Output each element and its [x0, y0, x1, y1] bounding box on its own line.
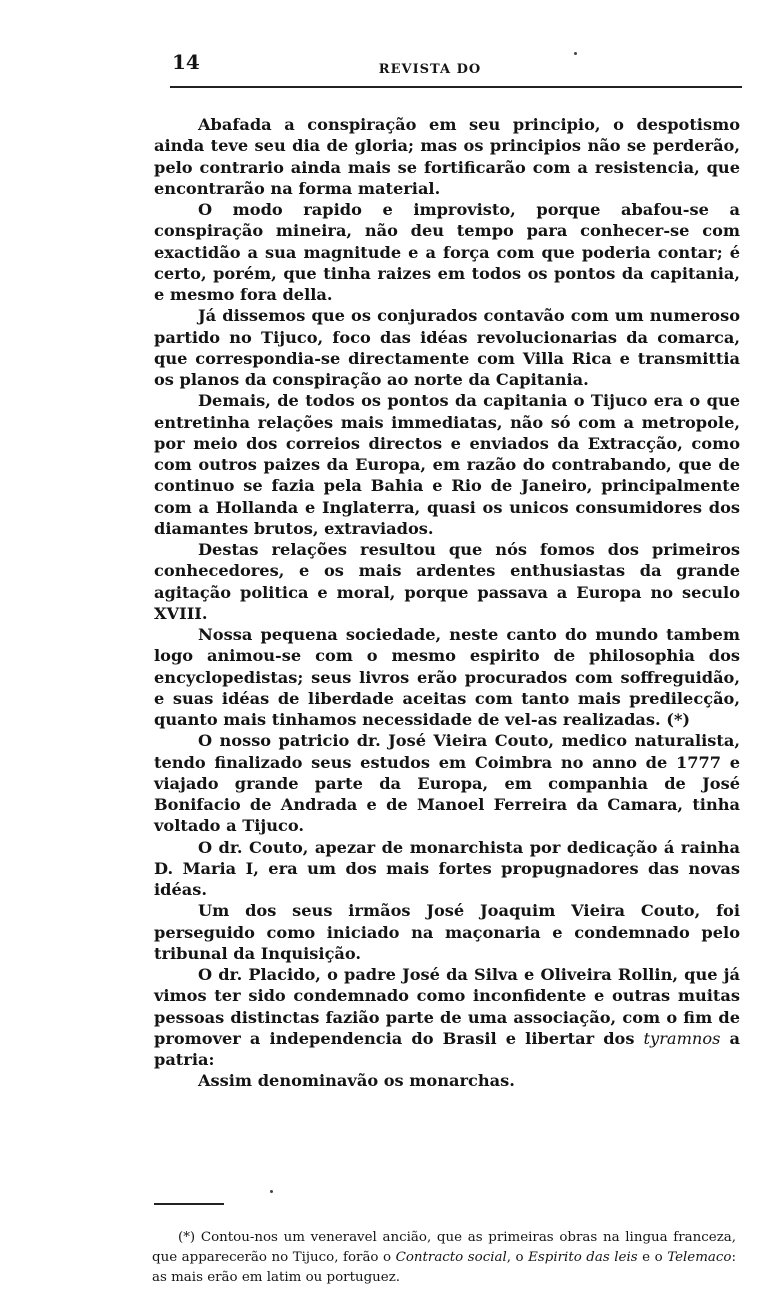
paragraph-text: a patria: [154, 1028, 741, 1069]
paragraph-text: Nossa pequena sociedade, neste canto do mundo tambem logo animou-se com o mesmo espirito de philosophia dos encyclopedistas; seus livros erão procurados com soffreguidão, e suas idéas de liberdade aceitas com tanto mais predilecção, quanto mais tinhamos necessidade de vel-as realizadas. (*) [154, 625, 740, 729]
running-head: REVISTA DO [378, 62, 482, 77]
footnote-rule [154, 1203, 224, 1205]
paragraph-text: O dr. Couto, apezar de monarchista por dedicação á rainha D. Maria I, era um dos mais fortes propugnadores das novas idéas. [154, 837, 740, 899]
paragraph-3 [154, 305, 740, 390]
footnote-segment: e o [637, 1250, 668, 1265]
body-text [154, 114, 740, 1092]
paragraph-10 [154, 964, 740, 1070]
page-number: 14 [172, 50, 200, 74]
paragraph-1 [154, 114, 740, 199]
paragraph-text: O nosso patricio dr. José Vieira Couto, medico naturalista, tendo finalizado seus estudos em Coimbra no anno de 1777 e viajado grande parte da Europa, em companhia de José Bonifacio de Andrada e de Manoel Ferreira da Camara, tinha voltado a Tijuco. [154, 731, 740, 836]
paragraph-text: Abafada a conspiração em seu principio, o despotismo ainda teve seu dia de gloria; mas os principios não se perderão, pelo contrario ainda mais se fortificarão com a resistencia, que encontrarão na forma material. [154, 115, 740, 198]
paragraph-text: Demais, de todos os pontos da capitania o Tijuco era o que entretinha relações mais immediatas, não só com a metropole, por meio dos correios directos e enviados da Extracção, como com outros paizes da Europa, em razão do contrabando, que de continuo se fazia pela Bahia e Rio de Janeiro, principalmente com a Hollanda e Inglaterra, quasi os unicos consumidores dos diamantes brutos, extraviados. [154, 391, 740, 538]
paragraph-text: O modo rapido e improvisto, porque abafou-se a conspiração mineira, não deu tempo para conhecer-se com exactidão a sua magnitude e a força com que poderia contar; é certo, porém, que tinha raizes em todos os pontos da capitania, e mesmo fora della. [154, 200, 740, 304]
book-title: Espirito das leis [528, 1250, 638, 1265]
paragraph-7 [154, 730, 740, 836]
paragraph-6 [154, 624, 740, 730]
italic-term: tyramnos [643, 1028, 721, 1048]
paragraph-text: Um dos seus irmãos José Joaquim Vieira Couto, foi perseguido como iniciado na maçonaria e condemnado pelo tribunal da Inquisição. [154, 901, 740, 963]
paragraph-text: Assim denominavão os monarchas. [198, 1071, 515, 1091]
paragraph-text: O dr. Placido, o padre José da Silva e Oliveira Rollin, que já vimos ter sido condemnado como inconfidente e outras muitas pessoas distinctas fazião parte de uma associação, com o fim de promover a independencia do Brasil e libertar dos [154, 965, 740, 1048]
footnote-segment: (*) Contou-nos um veneravel ancião, que as primeiras obras na lingua franceza, que apparecerão no Tijuco, forão o [152, 1230, 736, 1265]
printing-speck [574, 52, 577, 55]
paragraph-9 [154, 900, 740, 964]
book-title: Telemaco [667, 1250, 732, 1265]
footnote-text [152, 1228, 736, 1288]
footnote [152, 1228, 736, 1288]
paragraph-4 [154, 390, 740, 539]
header-rule [170, 86, 742, 88]
paragraph-text: Destas relações resultou que nós fomos dos primeiros conhecedores, e os mais ardentes enthusiastas da grande agitação politica e moral, porque passava a Europa no seculo XVIII. [154, 540, 740, 623]
paragraph-text: Já dissemos que os conjurados contavão com um numeroso partido no Tijuco, foco das idéas revolucionarias da comarca, que correspondia-se directamente com Villa Rica e transmittia os planos da conspiração ao norte da Capitania. [154, 306, 740, 389]
footnote-segment: : as mais erão em latim ou portuguez. [152, 1250, 736, 1285]
paragraph-2 [154, 199, 740, 305]
book-title: Contracto social [395, 1250, 507, 1265]
printing-speck [270, 1190, 273, 1193]
footnote-segment: , o [506, 1250, 529, 1265]
paragraph-5 [154, 539, 740, 624]
paragraph-11 [154, 1070, 740, 1091]
paragraph-8 [154, 837, 740, 901]
